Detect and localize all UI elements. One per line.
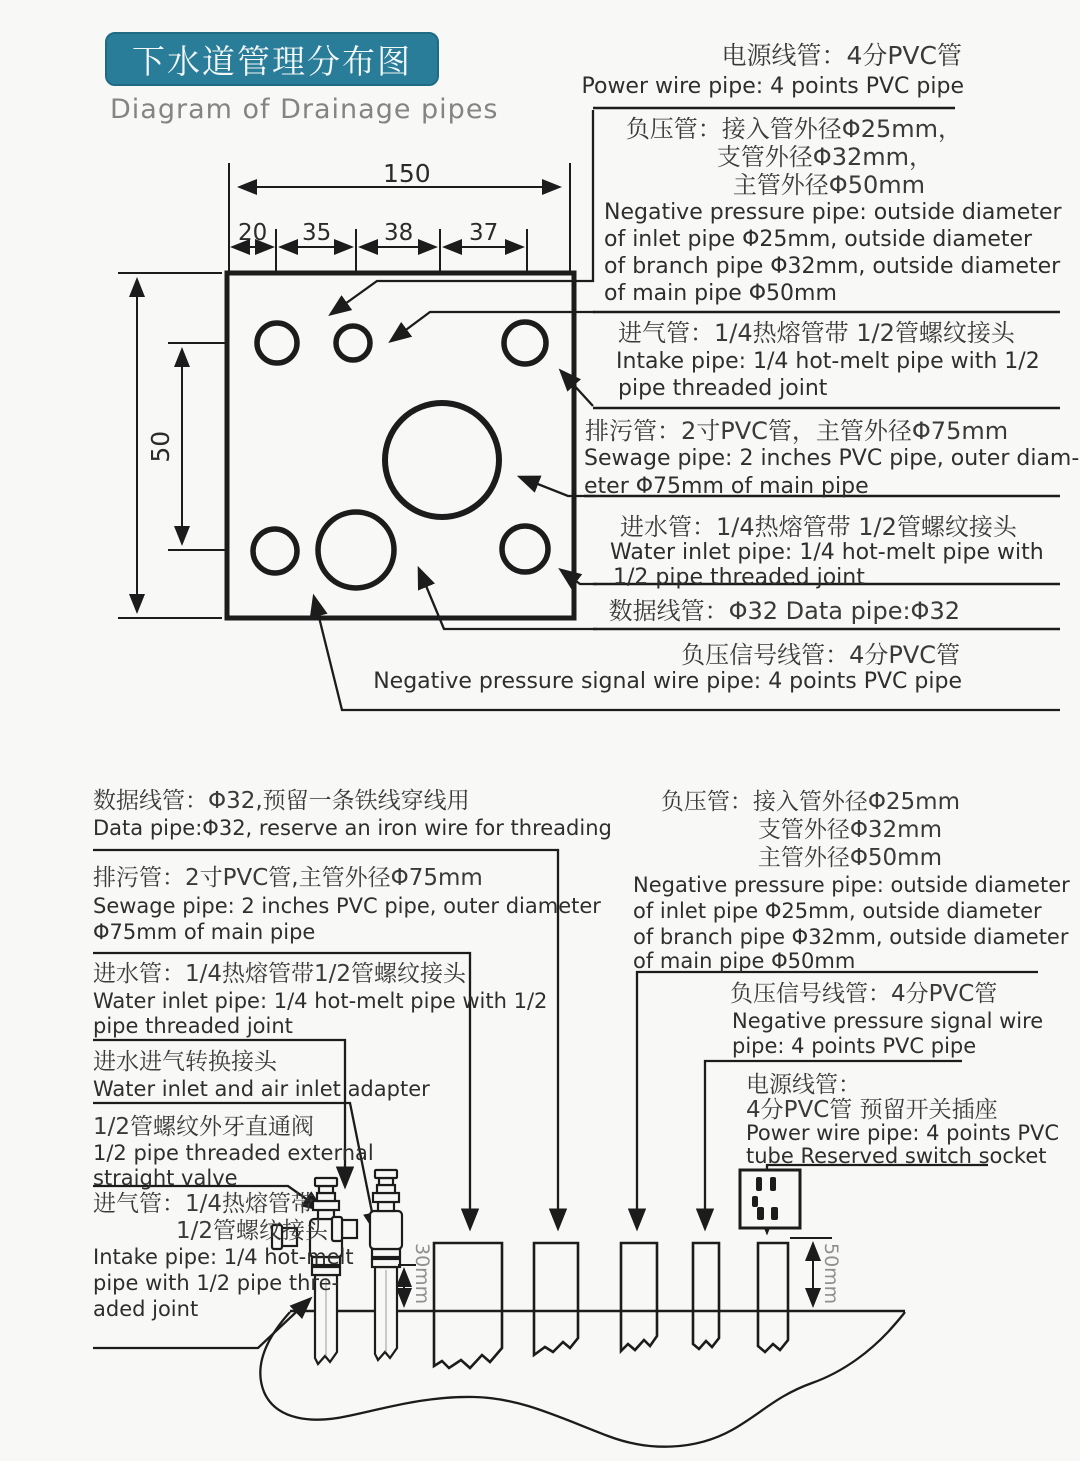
- dim-label-50mm: 50mm: [820, 1243, 842, 1305]
- label2-np-zh1: 负压管：接入管外径Φ25mm: [660, 789, 960, 815]
- label-power-zh: 电源线管：4分PVC管: [721, 41, 962, 70]
- hole-top-left: [257, 323, 297, 363]
- label2-signal-zh: 负压信号线管：4分PVC管: [730, 981, 998, 1007]
- label2-np-en1: Negative pressure pipe: outside diameter: [633, 873, 1070, 897]
- leader-negative-pressure: [391, 312, 595, 341]
- label2-valve-zh: 1/2管螺纹外牙直通阀: [93, 1114, 315, 1140]
- dim-label-30mm: 30mm: [411, 1243, 433, 1305]
- label2-sewage-zh: 排污管：2寸PVC管,主管外径Φ75mm: [93, 865, 483, 891]
- leader-water-inlet: [561, 570, 597, 584]
- label-water-en2: 1/2 pipe threaded joint: [613, 565, 865, 590]
- label-water-zh: 进水管：1/4热熔管带 1/2管螺纹接头: [620, 513, 1017, 541]
- label-np-zh1: 负压管：接入管外径Φ25mm，: [625, 115, 962, 143]
- page-subtitle: Diagram of Drainage pipes: [110, 94, 499, 125]
- label2-power-en1: Power wire pipe: 4 points PVC: [746, 1121, 1060, 1145]
- label2-adapter-en: Water inlet and air inlet adapter: [93, 1077, 430, 1101]
- dim-label-150: 150: [383, 159, 431, 188]
- label-intake-en1: Intake pipe: 1/4 hot-melt pipe with 1/2: [616, 349, 1040, 374]
- label-intake-en2: pipe threaded joint: [618, 376, 828, 401]
- label2-np-en2: of inlet pipe Φ25mm, outside diameter: [633, 899, 1042, 923]
- label2-signal-en2: pipe: 4 points PVC pipe: [732, 1034, 977, 1058]
- label-np-en1: Negative pressure pipe: outside diameter: [604, 200, 1062, 225]
- label2-valve-en1: 1/2 pipe threaded external: [93, 1141, 374, 1165]
- page-title-badge: 下水道管理分布图: [105, 32, 439, 86]
- label-np-en2: of inlet pipe Φ25mm, outside diameter: [604, 227, 1033, 252]
- label2-np-zh2: 支管外径Φ32mm: [757, 817, 942, 843]
- label2-power-zh1: 电源线管：: [746, 1072, 861, 1098]
- label-sewage-en1: Sewage pipe: 2 inches PVC pipe, outer diam-: [584, 446, 1080, 471]
- pipe-power: [758, 1243, 788, 1352]
- hole-center-sewage: [385, 403, 499, 517]
- label2-data-zh: 数据线管：Φ32,预留一条铁线穿线用: [93, 788, 470, 814]
- label-sewage-zh: 排污管：2寸PVC管，主管外径Φ75mm: [585, 417, 1009, 445]
- pipe-sewage: [434, 1243, 502, 1368]
- label2-signal-en1: Negative pressure signal wire: [732, 1009, 1044, 1033]
- dim-height-50: [168, 343, 225, 550]
- dim-label-50: 50: [146, 430, 176, 463]
- label2-water-en1: Water inlet pipe: 1/4 hot-melt pipe with 1/2: [93, 989, 548, 1013]
- dim-label-38: 38: [384, 220, 414, 246]
- label2-data-en: Data pipe:Φ32, reserve an iron wire for threading: [93, 816, 612, 840]
- label-sewage-en2: eter Φ75mm of main pipe: [584, 474, 869, 499]
- pipe-signal: [693, 1243, 719, 1349]
- pipe-data: [534, 1243, 578, 1355]
- label-np-zh3: 主管外径Φ50mm: [732, 171, 925, 199]
- switch-socket-box: [740, 1170, 800, 1228]
- label2-water-en2: pipe threaded joint: [93, 1014, 293, 1038]
- label-np-en3: of branch pipe Φ32mm, outside diameter: [604, 254, 1061, 279]
- label-signal-zh: 负压信号线管：4分PVC管: [681, 641, 960, 669]
- label-np-en4: of main pipe Φ50mm: [604, 281, 837, 306]
- hole-bottom-left: [253, 529, 297, 573]
- label2-np-en4: of main pipe Φ50mm: [633, 949, 856, 973]
- hole-bottom-middle-data: [318, 512, 394, 588]
- label2-intake-en3: aded joint: [93, 1297, 199, 1321]
- leader-power-wire: [331, 110, 593, 314]
- label2-intake-en2: pipe with 1/2 pipe thre-: [93, 1271, 340, 1295]
- label2-intake-zh1: 进气管：1/4热熔管带: [93, 1191, 315, 1217]
- label2-np-en3: of branch pipe Φ32mm, outside diameter: [633, 925, 1069, 949]
- label2-np-zh3: 主管外径Φ50mm: [757, 845, 942, 871]
- label2-adapter-zh: 进水进气转换接头: [93, 1049, 277, 1075]
- label2-sewage-en2: Φ75mm of main pipe: [93, 920, 316, 944]
- label2-valve-en2: straight valve: [93, 1166, 238, 1190]
- label2-water-zh: 进水管：1/4热熔管带1/2管螺纹接头: [93, 961, 467, 987]
- label-signal-en: Negative pressure signal wire pipe: 4 points PVC pipe: [373, 669, 962, 694]
- leader-intake: [561, 371, 593, 406]
- label-power-en: Power wire pipe: 4 points PVC pipe: [581, 74, 964, 99]
- label2-sewage-en1: Sewage pipe: 2 inches PVC pipe, outer diameter: [93, 894, 601, 918]
- label-intake-zh: 进气管：1/4热熔管带 1/2管螺纹接头: [618, 319, 1015, 347]
- label2-power-zh2: 4分PVC管 预留开关插座: [746, 1097, 998, 1123]
- hole-bottom-right-water: [502, 526, 548, 572]
- ground-cross-section: [260, 1312, 905, 1447]
- label-data-line: 数据线管：Φ32 Data pipe:Φ32: [608, 597, 960, 625]
- label2-intake-zh2: 1/2管螺纹接头: [176, 1218, 329, 1244]
- label-np-zh2: 支管外径Φ32mm，: [716, 143, 933, 171]
- label-water-en1: Water inlet pipe: 1/4 hot-melt pipe with: [610, 540, 1044, 565]
- pipe-negative-pressure: [621, 1243, 657, 1351]
- dim-label-20: 20: [238, 220, 268, 246]
- hole-top-middle: [336, 326, 370, 360]
- dim-label-37: 37: [469, 220, 499, 246]
- dim-label-35: 35: [302, 220, 332, 246]
- hole-top-right-intake: [504, 322, 546, 364]
- label2-power-en2: tube Reserved switch socket: [746, 1144, 1047, 1168]
- buried-pipes: [434, 1243, 788, 1368]
- label2-intake-en1: Intake pipe: 1/4 hot-melt: [93, 1245, 354, 1269]
